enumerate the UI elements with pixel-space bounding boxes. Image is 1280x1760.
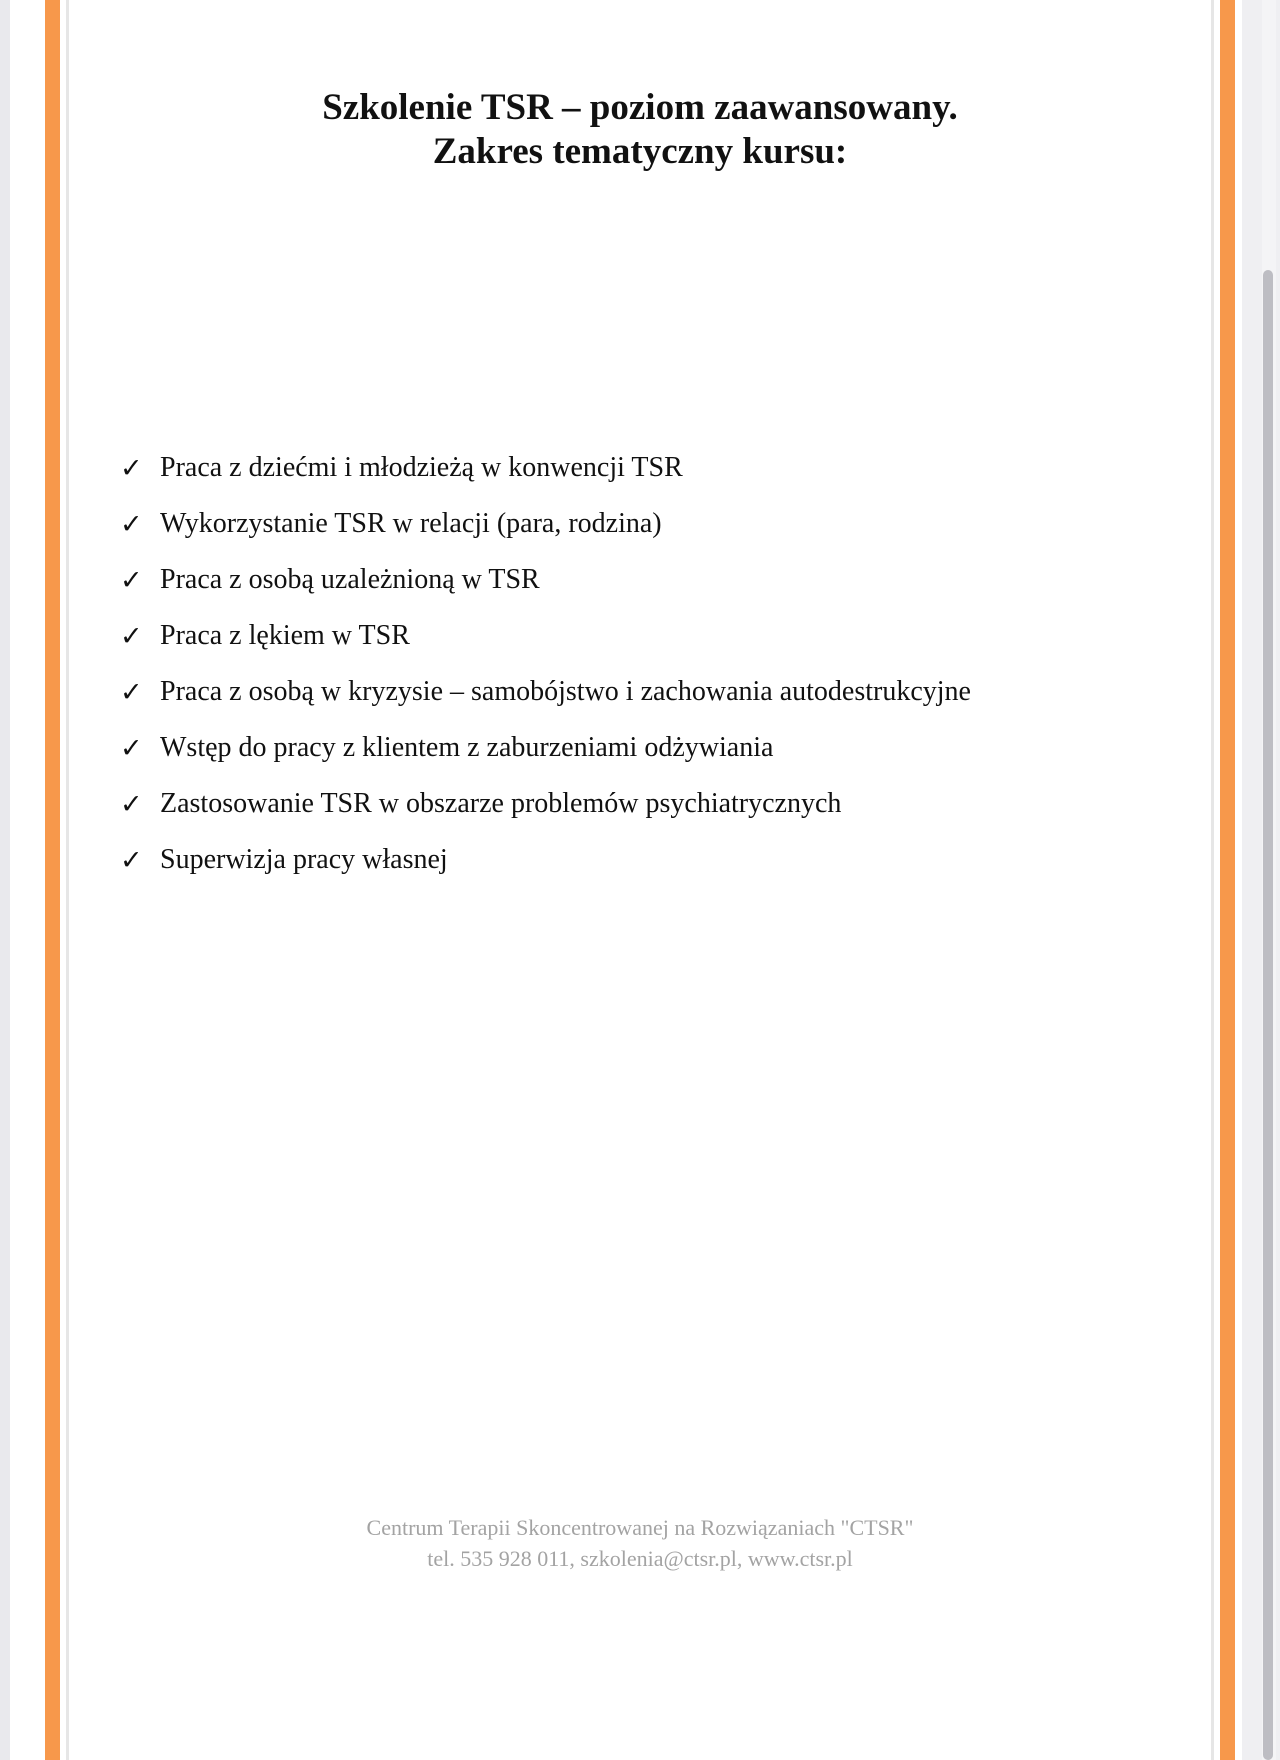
list-item xyxy=(120,664,971,720)
check-icon: ✓ xyxy=(120,564,143,596)
check-icon: ✓ xyxy=(120,452,143,484)
page-footer xyxy=(70,1512,1210,1574)
check-icon: ✓ xyxy=(120,844,143,876)
page-border-right-orange xyxy=(1220,0,1235,1760)
topic-text: Wstęp do pracy z klientem z zaburzeniami odżywiania xyxy=(160,732,774,763)
topic-text: Zastosowanie TSR w obszarze problemów psychiatrycznych xyxy=(160,788,842,819)
list-item xyxy=(120,608,971,664)
viewer-left-gutter xyxy=(0,0,10,1760)
topic-text: Wykorzystanie TSR w relacji (para, rodzina) xyxy=(160,508,662,539)
page-title xyxy=(70,86,1210,174)
scrollbar-thumb[interactable] xyxy=(1263,270,1273,1760)
topic-text: Praca z lękiem w TSR xyxy=(160,620,410,651)
list-item xyxy=(120,832,971,888)
footer-contact: tel. 535 928 011, szkolenia@ctsr.pl, www.ctsr.pl xyxy=(427,1546,853,1571)
page-border-right-gray xyxy=(1211,0,1214,1760)
page-border-left-gray xyxy=(66,0,69,1760)
check-icon: ✓ xyxy=(120,788,143,820)
footer-organization: Centrum Terapii Skoncentrowanej na Rozwiązaniach "CTSR" xyxy=(366,1515,914,1540)
list-item xyxy=(120,720,971,776)
list-item xyxy=(120,552,971,608)
topic-list xyxy=(120,440,971,888)
check-icon: ✓ xyxy=(120,620,143,652)
check-icon: ✓ xyxy=(120,508,143,540)
check-icon: ✓ xyxy=(120,732,143,764)
document-page xyxy=(70,0,1210,1760)
list-item xyxy=(120,776,971,832)
list-item xyxy=(120,440,971,496)
check-icon: ✓ xyxy=(120,676,143,708)
topic-text: Superwizja pracy własnej xyxy=(160,844,448,875)
list-item xyxy=(120,496,971,552)
title-line-1: Szkolenie TSR – poziom zaawansowany. xyxy=(322,87,958,128)
topic-text: Praca z dziećmi i młodzieżą w konwencji TSR xyxy=(160,452,683,483)
topic-text: Praca z osobą uzależnioną w TSR xyxy=(160,564,540,595)
topic-text: Praca z osobą w kryzysie – samobójstwo i zachowania autodestrukcyjne xyxy=(160,676,971,707)
title-line-2: Zakres tematyczny kursu: xyxy=(432,131,848,172)
page-border-left-orange xyxy=(45,0,60,1760)
